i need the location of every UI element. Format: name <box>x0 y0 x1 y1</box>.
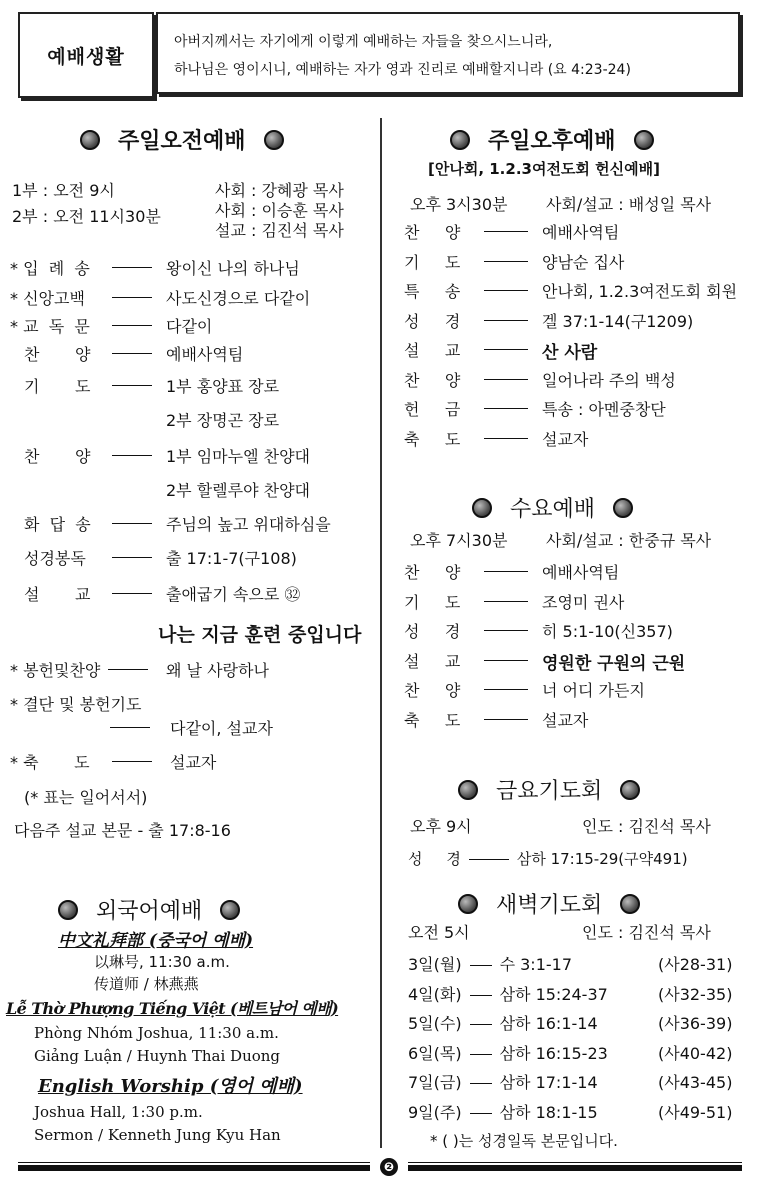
dash-line <box>470 1024 492 1025</box>
wednesday-host: 사회/설교 : 한중규 목사 <box>546 531 712 550</box>
dash-line <box>484 719 528 720</box>
dash-line <box>484 660 528 661</box>
wednesday-item-value: 설교자 <box>542 710 589 730</box>
dawn-day: 6일(목) <box>408 1043 462 1063</box>
dash-line <box>484 261 528 262</box>
morning-item-label: 찬 양 <box>24 345 91 364</box>
vietnamese-service-place: Phòng Nhóm Joshua, 11:30 a.m. <box>34 1024 279 1042</box>
dash-line <box>484 290 528 291</box>
dawn-reading: (사28-31) <box>658 955 733 974</box>
dawn-reading: (사32-35) <box>658 984 733 1004</box>
morning-item-value: 출애굽기 속으로 ㉜ <box>166 585 301 604</box>
wednesday-title: 수요예배 <box>510 497 596 522</box>
morning-session-2: 2부 : 오전 11시30분 <box>12 207 161 226</box>
bullet-dot-icon <box>458 894 478 914</box>
morning-after-item-label: * 봉헌및찬양 <box>10 661 101 680</box>
dash-line <box>112 557 152 558</box>
dawn-row <box>408 1011 598 1034</box>
morning-item-value: 사도신경으로 다같이 <box>166 289 311 308</box>
morning-heading <box>62 124 302 155</box>
dash-line <box>484 601 528 602</box>
dash-line <box>484 231 528 232</box>
friday-scripture-row <box>408 848 688 869</box>
morning-item-label: 기 도 <box>24 377 91 396</box>
dawn-reading: (사40-42) <box>658 1043 733 1063</box>
wednesday-item-label: 찬 양 <box>404 681 461 700</box>
dawn-text: 삼하 15:24-37 <box>499 984 608 1004</box>
bullet-dot-icon <box>264 130 284 150</box>
morning-item-label: * 입 례 송 <box>10 259 90 278</box>
afternoon-item-value: 예배사역팀 <box>542 223 620 242</box>
dawn-day: 3일(월) <box>408 955 462 974</box>
friday-leader: 인도 : 김진석 목사 <box>582 817 711 836</box>
dash-line <box>112 353 152 354</box>
morning-after-item-label: * 축 도 <box>10 753 90 772</box>
dawn-text: 삼하 16:1-14 <box>499 1014 598 1033</box>
verse-line-2: 하나님은 영이시니, 예배하는 자가 영과 진리로 예배할지니라 (요 4:23-24) <box>174 62 631 78</box>
friday-title: 금요기도회 <box>496 779 603 804</box>
bullet-dot-icon <box>472 498 492 518</box>
afternoon-item-label: 특 송 <box>404 282 461 301</box>
verse-line-1: 아버지께서는 자기에게 이렇게 예배하는 자들을 찾으시느니라, <box>174 34 553 50</box>
wednesday-item-label: 기 도 <box>404 592 461 612</box>
dawn-leader: 인도 : 김진석 목사 <box>582 923 711 942</box>
morning-after-item-label: * 결단 및 봉헌기도 <box>10 695 142 714</box>
afternoon-item-label: 헌 금 <box>404 400 461 419</box>
foreign-heading <box>40 894 258 925</box>
dawn-day: 4일(화) <box>408 984 462 1004</box>
dash-line <box>110 727 150 728</box>
dash-line <box>112 523 152 524</box>
wednesday-heading <box>454 492 651 523</box>
dawn-reading: (사49-51) <box>658 1102 733 1122</box>
english-service-preacher: Sermon / Kenneth Jung Kyu Han <box>34 1126 281 1144</box>
dash-line <box>484 689 528 690</box>
dash-line <box>484 438 528 439</box>
dawn-note: * ( )는 성경일독 본문입니다. <box>430 1132 618 1150</box>
morning-item-label: * 신앙고백 <box>10 289 85 308</box>
dash-line <box>108 669 148 670</box>
morning-item-value: 왕이신 나의 하나님 <box>166 259 300 278</box>
wednesday-item-value: 조영미 권사 <box>542 592 625 612</box>
dash-line <box>470 1083 492 1084</box>
wednesday-item-label: 설 교 <box>404 651 461 671</box>
dash-line <box>112 297 152 298</box>
afternoon-item-value: 산 사람 <box>542 343 598 363</box>
afternoon-item-label: 찬 양 <box>404 223 461 242</box>
dash-line <box>112 761 152 762</box>
dash-line <box>484 630 528 631</box>
wednesday-item-label: 축 도 <box>404 710 461 730</box>
morning-item-value: 1부 임마누엘 찬양대 <box>166 447 310 466</box>
morning-item-value: 출 17:1-7(구108) <box>166 549 297 568</box>
morning-host-1: 사회 : 강혜광 목사 <box>215 181 344 200</box>
wednesday-item-label: 찬 양 <box>404 563 461 582</box>
bullet-dot-icon <box>458 780 478 800</box>
header-label-box <box>18 12 154 98</box>
dawn-time: 오전 5시 <box>408 923 470 942</box>
dawn-reading: (사43-45) <box>658 1073 733 1092</box>
dawn-row <box>408 952 572 975</box>
dawn-heading <box>440 888 658 919</box>
wednesday-item-value: 예배사역팀 <box>542 563 620 582</box>
dash-line <box>484 408 528 409</box>
afternoon-item-label: 찬 양 <box>404 370 461 390</box>
chinese-service-preacher: 传道师 / 林燕燕 <box>94 975 199 993</box>
morning-after-item-value: 다같이, 설교자 <box>170 719 273 738</box>
dawn-day: 5일(수) <box>408 1014 462 1033</box>
dawn-reading: (사36-39) <box>658 1014 733 1033</box>
dash-line <box>470 995 492 996</box>
morning-item-label: 찬 양 <box>24 447 91 466</box>
bullet-dot-icon <box>450 130 470 150</box>
dash-line <box>484 379 528 380</box>
dash-line <box>112 267 152 268</box>
dawn-title: 새벽기도회 <box>496 893 603 918</box>
afternoon-item-value: 안나회, 1.2.3여전도회 회원 <box>542 282 738 301</box>
dawn-text: 삼하 18:1-15 <box>499 1102 598 1122</box>
morning-preacher: 설교 : 김진석 목사 <box>215 221 344 240</box>
morning-item-label: 설 교 <box>24 585 91 604</box>
morning-item-label: 성경봉독 <box>24 549 86 568</box>
dawn-row <box>408 1041 608 1064</box>
vietnamese-service-title: Lễ Thờ Phượng Tiếng Việt (베트남어 예배) <box>6 999 339 1018</box>
next-week-sermon: 다음주 설교 본문 - 출 17:8-16 <box>14 821 231 840</box>
standing-note: (* 표는 일어서서) <box>24 788 148 807</box>
dash-line <box>112 455 152 456</box>
bullet-dot-icon <box>58 900 78 920</box>
wednesday-item-value: 히 5:1-10(신357) <box>542 622 673 641</box>
dawn-day: 9일(주) <box>408 1102 462 1122</box>
dash-line <box>112 325 152 326</box>
english-service-place: Joshua Hall, 1:30 p.m. <box>34 1103 203 1121</box>
morning-item-value: 2부 할렐루야 찬양대 <box>166 481 310 500</box>
afternoon-item-value: 양남순 집사 <box>542 252 625 272</box>
friday-scripture-label: 성 경 <box>408 850 461 868</box>
afternoon-item-label: 축 도 <box>404 429 461 449</box>
afternoon-item-value: 일어나라 주의 백성 <box>542 370 676 390</box>
dawn-text: 삼하 17:1-14 <box>499 1073 598 1092</box>
header-verse-box <box>156 12 740 94</box>
bullet-dot-icon <box>620 780 640 800</box>
afternoon-item-label: 기 도 <box>404 252 461 272</box>
friday-scripture: 삼하 17:15-29(구약491) <box>516 850 688 868</box>
dawn-text: 수 3:1-17 <box>499 955 573 974</box>
afternoon-title: 주일오후예배 <box>488 129 616 154</box>
wednesday-item-value: 영원한 구원의 근원 <box>542 653 686 674</box>
morning-item-value: 2부 장명곤 장로 <box>166 411 280 430</box>
dash-line <box>484 571 528 572</box>
dawn-row <box>408 1070 598 1093</box>
wednesday-item-label: 성 경 <box>404 622 461 641</box>
dash-line <box>470 1054 492 1055</box>
afternoon-item-value: 설교자 <box>542 429 589 449</box>
morning-session-1: 1부 : 오전 9시 <box>12 181 115 200</box>
page-number-text: ❷ <box>383 1160 395 1174</box>
dawn-text: 삼하 16:15-23 <box>499 1043 608 1063</box>
bullet-dot-icon <box>80 130 100 150</box>
dash-line <box>112 593 152 594</box>
afternoon-item-label: 성 경 <box>404 311 461 331</box>
afternoon-item-value: 겔 37:1-14(구1209) <box>542 311 694 331</box>
morning-item-value: 1부 홍양표 장로 <box>166 377 280 396</box>
morning-item-label: * 교 독 문 <box>10 317 90 336</box>
column-divider <box>380 118 382 1148</box>
footer-rule-right <box>408 1165 742 1171</box>
morning-host-2: 사회 : 이승훈 목사 <box>215 201 344 220</box>
morning-item-value: 주님의 높고 위대하심을 <box>166 515 331 534</box>
dash-line <box>469 859 509 860</box>
dash-line <box>484 349 528 350</box>
footer-rule-left-thin <box>18 1162 370 1163</box>
bullet-dot-icon <box>220 900 240 920</box>
afternoon-item-label: 설 교 <box>404 341 461 360</box>
vietnamese-service-preacher: Giảng Luận / Huynh Thai Duong <box>34 1047 281 1065</box>
afternoon-heading <box>432 124 672 155</box>
english-service-title: English Worship (영어 예배) <box>38 1076 303 1097</box>
wednesday-item-value: 너 어디 가든지 <box>542 681 645 700</box>
footer-rule-right-thin <box>408 1162 742 1163</box>
morning-after-item-value: 설교자 <box>170 753 217 772</box>
morning-sermon-title: 나는 지금 훈련 중입니다 <box>158 624 362 646</box>
dash-line <box>470 1113 492 1114</box>
afternoon-time: 오후 3시30분 <box>410 195 508 214</box>
afternoon-item-value: 특송 : 아멘중창단 <box>542 400 666 419</box>
dawn-row <box>408 982 608 1005</box>
friday-heading <box>440 774 658 805</box>
morning-item-value: 예배사역팀 <box>166 345 244 364</box>
morning-item-label: 화 답 송 <box>24 515 91 534</box>
chinese-service-title: 中文礼拜部 (중국어 예배) <box>58 931 254 951</box>
chinese-service-place: 以琳号, 11:30 a.m. <box>94 953 230 971</box>
foreign-title: 외국어예배 <box>96 899 203 924</box>
wednesday-time: 오후 7시30분 <box>410 531 508 550</box>
morning-after-item-value: 왜 날 사랑하나 <box>166 661 269 680</box>
dash-line <box>484 320 528 321</box>
friday-time: 오후 9시 <box>410 817 472 836</box>
dawn-day: 7일(금) <box>408 1073 462 1092</box>
morning-title: 주일오전예배 <box>118 129 246 154</box>
dash-line <box>112 385 152 386</box>
header-label: 예배생활 <box>47 45 125 68</box>
dash-line <box>470 965 492 966</box>
bullet-dot-icon <box>634 130 654 150</box>
footer-rule-left <box>18 1165 370 1171</box>
page-number <box>380 1158 398 1176</box>
dawn-row <box>408 1100 598 1123</box>
afternoon-host: 사회/설교 : 배성일 목사 <box>546 195 712 214</box>
bullet-dot-icon <box>613 498 633 518</box>
bullet-dot-icon <box>620 894 640 914</box>
afternoon-subtitle: [안나회, 1.2.3여전도회 헌신예배] <box>428 160 660 178</box>
morning-item-value: 다같이 <box>166 317 213 336</box>
